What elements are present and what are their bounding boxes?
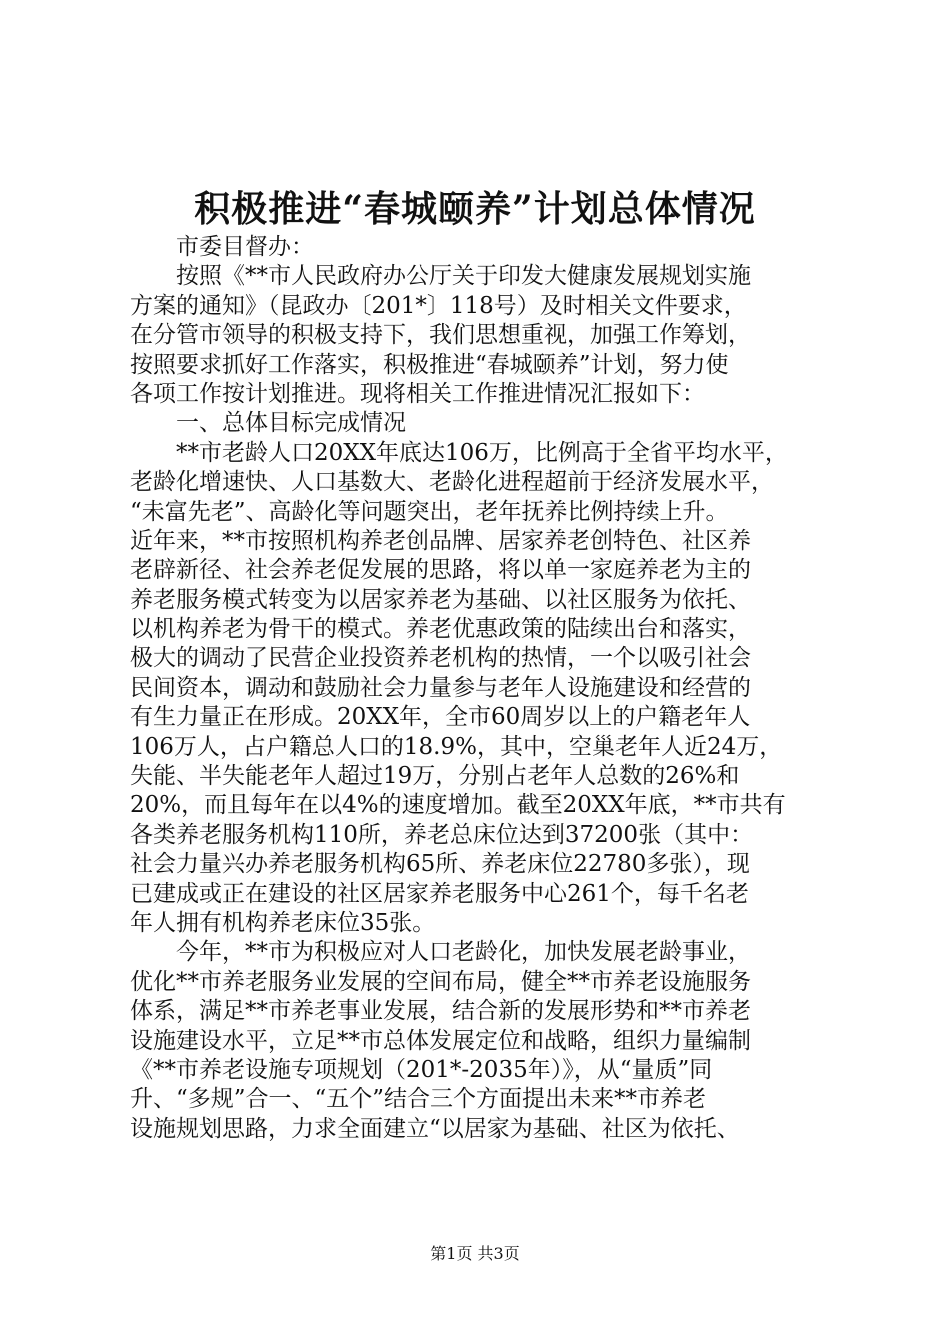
text-line: 设施规划思路，力求全面建立“以居家为基础、社区为依托、: [130, 1115, 740, 1142]
text-line: 养老服务模式转变为以居家养老为基础、以社区服务为依托、: [130, 586, 751, 613]
text-line: 极大的调动了民营企业投资养老机构的热情，一个以吸引社会: [130, 645, 751, 672]
text-line: 老辟新径、社会养老促发展的思路，将以单一家庭养老为主的: [130, 557, 751, 584]
text-line: **市老龄人口20XX年底达106万，比例高于全省平均水平，: [176, 439, 788, 466]
document-body: [130, 233, 830, 1144]
text-line: 近年来，**市按照机构养老创品牌、居家养老创特色、社区养: [130, 527, 751, 554]
text-line: 按照要求抓好工作落实，积极推进“春城颐养”计划，努力使: [130, 351, 729, 378]
text-line: 老龄化增速快、人口基数大、老龄化进程超前于经济发展水平，: [130, 469, 774, 496]
text-line: 设施建设水平，立足**市总体发展定位和战略，组织力量编制: [130, 1027, 751, 1054]
text-line: 各类养老服务机构110所，养老总床位达到37200张（其中：: [130, 821, 754, 848]
text-line: 今年，**市为积极应对人口老龄化，加快发展老龄事业，: [176, 939, 751, 966]
text-line: 已建成或正在建设的社区居家养老服务中心261个，每千名老: [130, 880, 749, 907]
text-line: 市委目督办：: [176, 234, 314, 260]
text-line: 《**市养老设施专项规划（201*-2035年）》，从“量质”同: [130, 1056, 713, 1083]
text-line: 106万人，占户籍总人口的18.9%，其中，空巢老年人近24万，: [130, 733, 783, 760]
text-line: 在分管市领导的积极支持下，我们思想重视，加强工作筹划，: [130, 322, 751, 349]
text-line: 各项工作按计划推进。现将相关工作推进情况汇报如下：: [130, 380, 705, 407]
text-line: “未富先老”、高龄化等问题突出，老年抚养比例持续上升。: [130, 498, 729, 525]
text-line: 失能、半失能老年人超过19万，分别占老年人总数的26%和: [130, 763, 740, 790]
text-line: 社会力量兴办养老服务机构65所、养老床位22780多张），现: [130, 851, 750, 878]
text-line: 20%，而且每年在以4%的速度增加。截至20XX年底，**市共有: [130, 792, 786, 819]
text-line: 优化**市养老服务业发展的空间布局，健全**市养老设施服务: [130, 968, 751, 995]
text-line: 年人拥有机构养老床位35张。: [130, 909, 436, 936]
text-line: 有生力量正在形成。20XX年，全市60周岁以上的户籍老年人: [130, 704, 751, 731]
text-line: 民间资本，调动和鼓励社会力量参与老年人设施建设和经营的: [130, 674, 751, 701]
text-line: 一、总体目标完成情况: [176, 410, 406, 437]
text-line: 以机构养老为骨干的模式。养老优惠政策的陆续出台和落实，: [130, 616, 751, 643]
document-title: 积极推进“春城颐养”计划总体情况: [194, 188, 756, 230]
text-line: 方案的通知》（昆政办〔201*〕118号）及时相关文件要求，: [130, 292, 747, 319]
text-line: 体系，满足**市养老事业发展，结合新的发展形势和**市养老: [130, 998, 751, 1025]
text-line: 升、“多规”合一、“五个”结合三个方面提出未来**市养老: [130, 1086, 707, 1113]
page-footer: 第1页 共3页: [430, 1244, 520, 1263]
text-line: 按照《**市人民政府办公厅关于印发大健康发展规划实施: [176, 263, 751, 290]
